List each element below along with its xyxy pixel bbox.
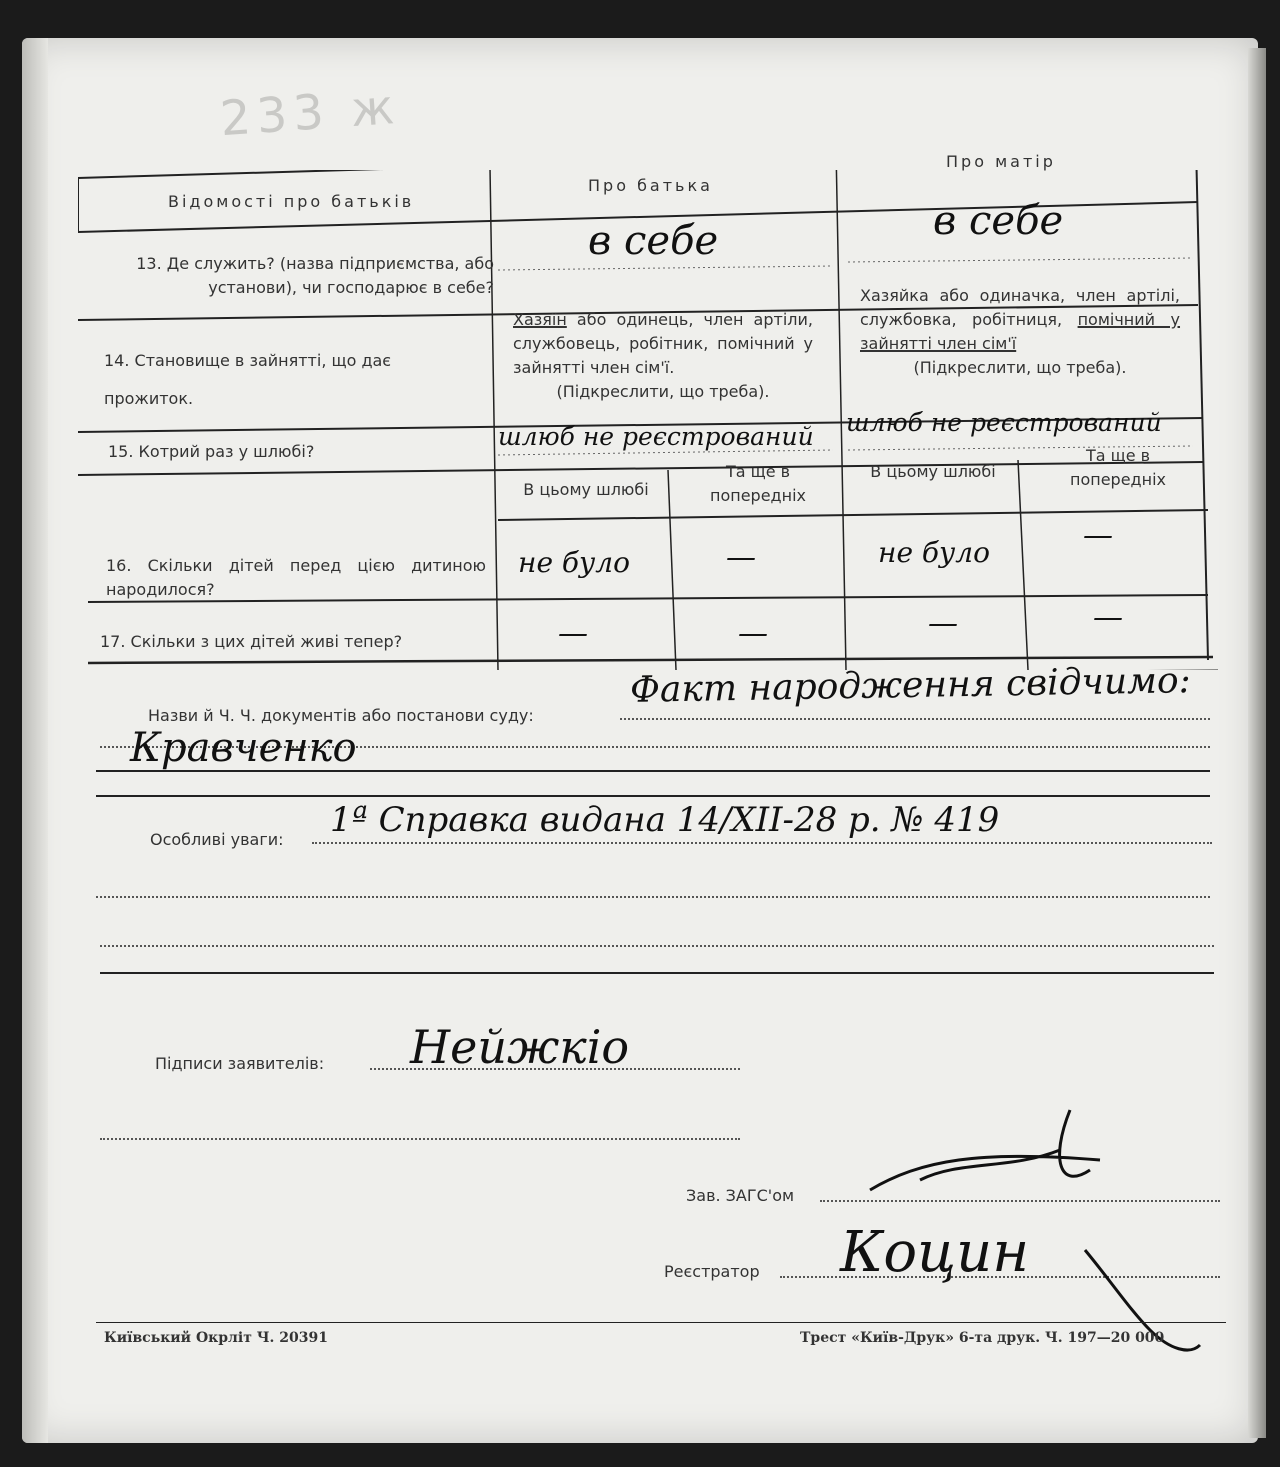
children-alive-father-prev: — xyxy=(738,616,768,651)
row-15-question xyxy=(108,440,314,464)
applicant-signature-line-2 xyxy=(100,1138,740,1140)
subheader-father-this: В цьому шлюбі xyxy=(523,480,649,499)
header-father: Про батька xyxy=(588,176,713,195)
row-15-text: Котрий раз у шлюбі? xyxy=(138,442,315,461)
mother-hint: (Підкреслити, що треба). xyxy=(913,358,1127,377)
father-underlined-option: Хазяїн xyxy=(513,310,567,329)
mother-workplace: в себе xyxy=(933,198,1064,244)
section-rule-1 xyxy=(96,770,1210,772)
header-mother: Про матір xyxy=(946,152,1056,171)
section-rule-3 xyxy=(100,972,1214,974)
documents-line-1 xyxy=(620,718,1210,720)
row-16-num: 16. xyxy=(106,556,132,575)
notes-value: 1ª Справка видана 14/XII-28 р. № 419 xyxy=(330,800,1000,840)
footer-rule xyxy=(96,1322,1226,1323)
notes-line-2 xyxy=(96,896,1210,898)
row-16-question xyxy=(106,554,486,602)
father-options-text: або одинець, член артіли, службовець, робітник, помічний у зайнятті член сім'ї. xyxy=(513,310,813,377)
father-marriage-count: шлюб не реєстрований xyxy=(498,422,814,451)
pencil-note: 233 ж xyxy=(218,78,402,148)
children-alive-mother-prev: — xyxy=(1093,600,1123,635)
registrar-signature-tail xyxy=(1080,1240,1210,1370)
registrar-label: Реєстратор xyxy=(664,1262,760,1281)
subheader-mother-this: В цьому шлюбі xyxy=(870,462,996,481)
children-before-mother-prev: — xyxy=(1083,518,1113,553)
children-alive-father-this: — xyxy=(558,616,588,651)
row-17-num: 17. xyxy=(100,632,126,651)
section-rule-2 xyxy=(96,795,1210,797)
subheader-father-prev: Та ще в попередніх xyxy=(710,462,806,505)
father-workplace: в себе xyxy=(588,218,719,264)
head-zags-label: Зав. ЗАГС'ом xyxy=(686,1186,795,1205)
children-alive-mother-this: — xyxy=(928,606,958,641)
row-15-num: 15. xyxy=(108,442,134,461)
applicant-signature-label: Підписи заявителів: xyxy=(155,1054,325,1073)
row-13-text: Де служить? (назва підприємства, або установи), чи господарює в себе? xyxy=(166,254,494,297)
mother-underlined-option: помічний у зайнятті член сім'ї xyxy=(860,310,1181,353)
applicant-signature: Нейжкіо xyxy=(410,1020,630,1074)
row-13-question xyxy=(94,252,494,300)
row-14-num: 14. xyxy=(104,351,130,370)
footer-left: Київський Окрліт Ч. 20391 xyxy=(104,1330,329,1346)
page-spine xyxy=(22,38,48,1443)
notes-label: Особливі уваги: xyxy=(150,830,284,849)
row-13-num: 13. xyxy=(136,254,162,273)
documents-value-line2: Кравченко xyxy=(130,725,357,771)
father-employment-options xyxy=(513,308,813,404)
header-parents-info: Відомості про батьків xyxy=(168,192,415,211)
mother-marriage-count: шлюб не реєстрований xyxy=(846,408,1162,437)
row-17-text: Скільки з цих дітей живі тепер? xyxy=(130,632,403,651)
row-16-text: Скільки дітей перед цією дитиною народилося? xyxy=(106,556,486,599)
registrar-signature: Коцин xyxy=(840,1220,1030,1285)
subheader-mother-prev: Та ще в попередніх xyxy=(1070,446,1166,489)
footer-right: Трест «Київ-Друк» 6-та друк. Ч. 197—20 000 xyxy=(800,1330,1165,1346)
mother-options-text: Хазяйка або одиначка, член артілі, службовка, робітниця, xyxy=(860,286,1180,329)
documents-value: Факт народження свідчимо: xyxy=(629,660,1192,711)
children-before-father-prev: — xyxy=(726,540,756,575)
row-14-text: Становище в зайнятті, що дає прожиток. xyxy=(104,351,392,408)
page-edge xyxy=(1248,48,1266,1438)
head-zags-signature xyxy=(860,1100,1120,1210)
children-before-father-this: не було xyxy=(518,546,630,579)
children-before-mother-this: не було xyxy=(878,536,990,569)
father-hint: (Підкреслити, що треба). xyxy=(556,382,770,401)
row-14-question xyxy=(104,342,474,418)
notes-line-1 xyxy=(312,842,1212,844)
mother-employment-options xyxy=(860,284,1180,380)
parents-info-table xyxy=(78,152,1218,670)
notes-line-3 xyxy=(100,945,1214,947)
row-17-question xyxy=(100,630,402,654)
documents-label: Назви й Ч. Ч. документів або постанови суду: xyxy=(148,706,534,725)
